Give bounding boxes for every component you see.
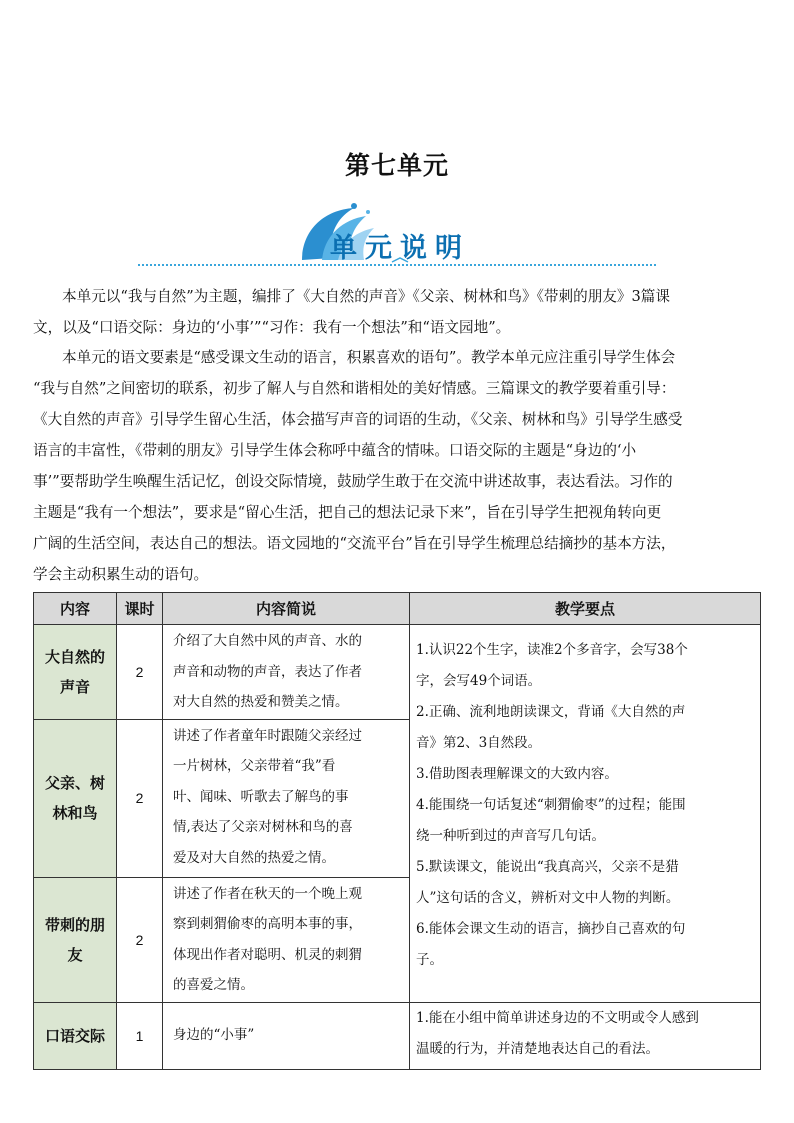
- lesson-hours: 2: [117, 877, 163, 1002]
- header-points: 教学要点: [410, 593, 761, 625]
- table-header-row: [34, 593, 761, 625]
- section-banner: 单元说明: [330, 233, 470, 264]
- text-line: “我与自然”之间密切的联系，初步了解人与自然和谐相处的美好情感。三篇课文的教学要着重引导：: [33, 380, 676, 397]
- point-line: 人”这句话的含义，辨析对文中人物的判断。: [416, 890, 680, 906]
- summary-line: 体现出作者对聪明、机灵的刺猬: [173, 946, 362, 963]
- point-line: 2.正确、流利地朗读课文，背诵《大自然的声: [416, 704, 686, 720]
- teaching-point: [416, 635, 754, 697]
- lesson-hours: 1: [117, 1002, 163, 1069]
- summary-line: 介绍了大自然中风的声音、水的: [173, 633, 362, 649]
- lesson-name-line: 声音: [59, 677, 90, 696]
- summary-line: 叶、闻味、听歌去了解鸟的事: [173, 788, 349, 805]
- lesson-name: [34, 877, 117, 1002]
- text-line: 语言的丰富性，《带刺的朋友》引导学生体会称呼中蕴含的情味。口语交际的主题是“身边的‘小: [33, 442, 637, 459]
- text-line: 文，以及“口语交际：身边的‘小事’”“习作：我有一个想法”和“语文园地”。: [33, 319, 511, 336]
- summary-line: 一片树林，父亲带着“我”看: [173, 758, 336, 774]
- text-line: 学会主动积累生动的语句。: [33, 566, 209, 583]
- divider: [138, 264, 656, 266]
- lesson-name: [34, 625, 117, 720]
- summary-line: 讲述了作者在秋天的一个晚上观: [173, 885, 362, 902]
- header-summary: 内容简说: [163, 593, 410, 625]
- text-line: 主题是“我有一个想法”，要求是“留心生活，把自己的想法记录下来”，旨在引导学生把视角转向更: [33, 504, 662, 521]
- point-line: 1.认识22个生字，读准2个多音字，会写38个: [416, 642, 688, 658]
- header-hours: 课时: [117, 593, 163, 625]
- lesson-name-line: 林和鸟: [52, 804, 98, 822]
- summary-line: 的喜爱之情。: [173, 977, 254, 993]
- intro-paragraph-2: [33, 342, 763, 590]
- point-line: 音》第2、3自然段。: [416, 735, 542, 751]
- table-row: [34, 1002, 761, 1069]
- point-line: 6.能体会课文生动的语言，摘抄自己喜欢的句: [416, 921, 686, 937]
- lesson-name-line: 友: [67, 945, 83, 964]
- lesson-summary: [163, 625, 410, 720]
- lesson-summary: [163, 719, 410, 877]
- summary-line: 讲述了作者童年时跟随父亲经过: [173, 727, 362, 744]
- point-line: 字，会写49个词语。: [416, 673, 542, 689]
- summary-line: 声音和动物的声音，表达了作者: [173, 663, 362, 680]
- lesson-hours: 2: [117, 719, 163, 877]
- summary-line: 察到刺猬偷枣的高明本事的事，: [173, 916, 362, 932]
- text-line: 《大自然的声音》引导学生留心生活，体会描写声音的词语的生动，《父亲、树林和鸟》引导学生感受: [33, 411, 683, 428]
- summary-line: 身边的“小事”: [173, 1027, 255, 1044]
- teaching-points: [410, 1002, 761, 1069]
- summary-line: 对大自然的热爱和赞美之情。: [173, 694, 349, 710]
- summary-line: 情,表达了父亲对树林和鸟的喜: [173, 819, 353, 835]
- lesson-summary: [163, 1002, 410, 1069]
- lesson-name-line: 大自然的: [44, 647, 105, 666]
- text-line: 本单元以“我与自然”为主题，编排了《大自然的声音》《父亲、树林和鸟》《带刺的朋友》3篇课: [62, 288, 670, 305]
- teaching-point: [416, 852, 754, 914]
- teaching-point: [416, 790, 754, 852]
- point-line: 5.默读课文，能说出“我真高兴，父亲不是猎: [416, 859, 679, 875]
- point-line: 1.能在小组中简单讲述身边的不文明或令人感到: [416, 1009, 699, 1026]
- teaching-point: [416, 1003, 754, 1065]
- lesson-name-line: 父亲、树: [44, 774, 105, 792]
- text-line: 事’”要帮助学生唤醒生活记忆，创设交际情境，鼓励学生敢于在交流中讲述故事，表达看法。习作的: [33, 473, 673, 490]
- point-line: 温暖的行为，并清楚地表达自己的看法。: [416, 1040, 659, 1057]
- point-line: 4.能围绕一句话复述“刺猬偷枣”的过程；能围: [416, 797, 686, 813]
- teaching-point: [416, 697, 754, 759]
- header-content: 内容: [34, 593, 117, 625]
- point-line: 3.借助图表理解课文的大致内容。: [416, 766, 618, 782]
- lesson-name: [34, 1002, 117, 1069]
- teaching-point: [416, 914, 754, 976]
- text-line: 广阔的生活空间，表达自己的想法。语文园地的“交流平台”旨在引导学生梳理总结摘抄的基本方法，: [33, 535, 676, 552]
- lesson-summary: [163, 877, 410, 1002]
- lesson-hours: 2: [117, 625, 163, 720]
- lesson-name-line: 带刺的朋: [44, 915, 105, 934]
- point-line: 子。: [416, 952, 443, 968]
- text-line: 本单元的语文要素是“感受课文生动的语言，积累喜欢的语句”。教学本单元应注重引导学生体会: [62, 349, 676, 366]
- page-title: 第七单元: [344, 151, 449, 180]
- lesson-name: [34, 719, 117, 877]
- lesson-name-line: 口语交际: [44, 1026, 105, 1045]
- teaching-point: [416, 759, 754, 790]
- summary-line: 爱及对大自然的热爱之情。: [173, 849, 335, 866]
- unit-overview-table: [33, 592, 761, 1070]
- table-row: [34, 625, 761, 720]
- intro-paragraph-1: [33, 281, 763, 343]
- point-line: 绕一种听到过的声音写几句话。: [416, 828, 605, 844]
- teaching-points: [410, 625, 761, 1003]
